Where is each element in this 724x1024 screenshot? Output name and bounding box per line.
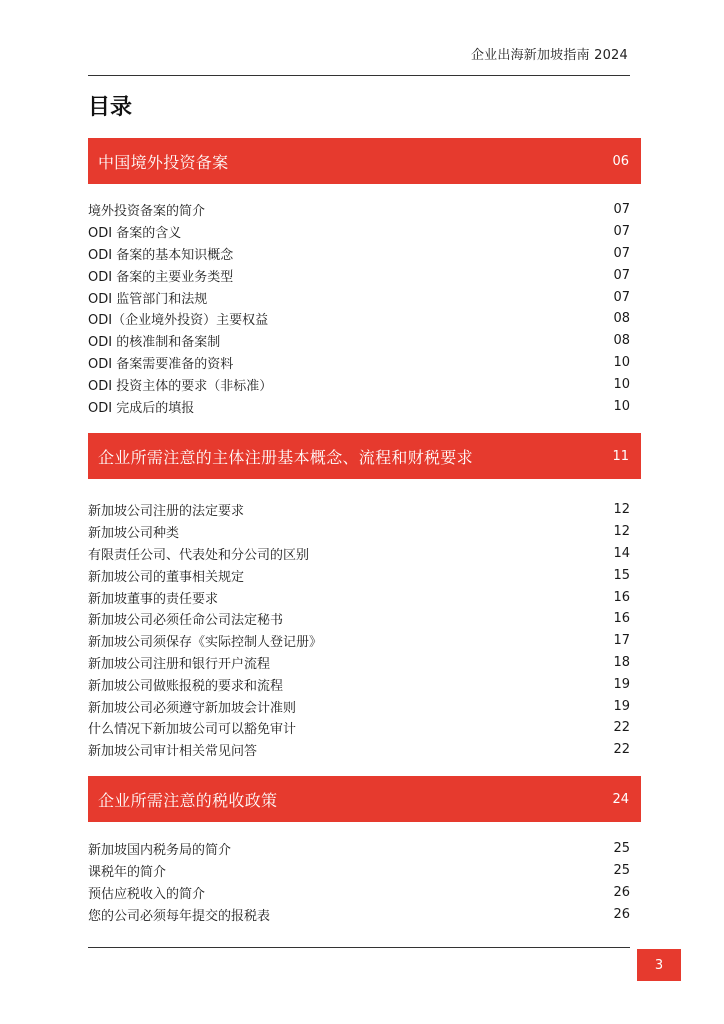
section-page-number: 11 — [612, 448, 629, 464]
toc-entry-label: 新加坡公司审计相关常见问答 — [88, 744, 258, 760]
toc-entry[interactable] — [88, 838, 630, 860]
toc-entry[interactable] — [88, 860, 630, 882]
toc-entry[interactable] — [88, 330, 630, 352]
toc-entry-label: ODI 备案需要准备的资料 — [88, 356, 234, 372]
toc-entry-label: ODI 的核准制和备案制 — [88, 335, 221, 351]
toc-entry-page: 26 — [613, 884, 630, 900]
toc-entry-page: 17 — [613, 633, 630, 649]
toc-entry-page: 18 — [613, 654, 630, 670]
toc-entry[interactable] — [88, 243, 630, 265]
toc-entry-label: ODI 备案的主要业务类型 — [88, 269, 234, 285]
toc-list-odi — [88, 199, 630, 417]
toc-entry[interactable] — [88, 695, 630, 717]
toc-entry-label: 新加坡公司注册和银行开户流程 — [88, 656, 271, 672]
toc-entry[interactable] — [88, 199, 630, 221]
toc-entry-label: 有限责任公司、代表处和分公司的区别 — [88, 547, 310, 563]
toc-entry-label: 新加坡国内税务局的简介 — [88, 843, 232, 859]
toc-entry-page: 15 — [613, 567, 630, 583]
toc-entry-page: 16 — [613, 611, 630, 627]
section-page-number: 24 — [612, 791, 629, 807]
toc-entry-label: 新加坡公司必须遵守新加坡会计准则 — [88, 700, 297, 716]
toc-entry-page: 10 — [613, 354, 630, 370]
toc-entry-page: 19 — [613, 676, 630, 692]
toc-entry[interactable] — [88, 630, 630, 652]
toc-entry-page: 07 — [613, 245, 630, 261]
toc-entry-page: 10 — [613, 376, 630, 392]
toc-entry-label: 新加坡公司种类 — [88, 526, 180, 542]
section-title: 企业所需注意的税收政策 — [98, 790, 278, 810]
toc-entry-page: 25 — [613, 863, 630, 879]
toc-entry-label: 课税年的简介 — [88, 865, 167, 881]
toc-entry[interactable] — [88, 564, 630, 586]
toc-entry-label: 新加坡公司须保存《实际控制人登记册》 — [88, 635, 323, 651]
toc-entry[interactable] — [88, 308, 630, 330]
toc-entry-label: 境外投资备案的简介 — [88, 204, 206, 220]
toc-entry-page: 12 — [613, 524, 630, 540]
toc-entry-page: 14 — [613, 545, 630, 561]
toc-list-registration — [88, 499, 630, 761]
toc-entry[interactable] — [88, 286, 630, 308]
toc-entry-label: ODI 监管部门和法规 — [88, 291, 208, 307]
toc-entry-page: 22 — [613, 742, 630, 758]
toc-entry[interactable] — [88, 673, 630, 695]
toc-entry[interactable] — [88, 521, 630, 543]
footer-divider — [88, 947, 630, 948]
toc-entry[interactable] — [88, 882, 630, 904]
section-header-tax-policy[interactable] — [88, 776, 641, 822]
toc-entry-page: 08 — [613, 311, 630, 327]
section-header-odi[interactable] — [88, 138, 641, 184]
toc-entry[interactable] — [88, 373, 630, 395]
toc-entry-label: ODI 备案的含义 — [88, 226, 182, 242]
toc-entry-page: 07 — [613, 289, 630, 305]
page-number-badge: 3 — [637, 949, 681, 981]
toc-entry-label: 什么情况下新加坡公司可以豁免审计 — [88, 722, 297, 738]
section-title: 中国境外投资备案 — [98, 152, 229, 172]
toc-entry-label: 新加坡公司做账报税的要求和流程 — [88, 678, 284, 694]
toc-entry[interactable] — [88, 739, 630, 761]
toc-entry[interactable] — [88, 608, 630, 630]
toc-entry-label: 您的公司必须每年提交的报税表 — [88, 908, 271, 924]
toc-entry-label: 新加坡董事的责任要求 — [88, 591, 219, 607]
toc-entry-label: 新加坡公司注册的法定要求 — [88, 504, 245, 520]
toc-entry-page: 19 — [613, 698, 630, 714]
toc-entry-label: 预估应税收入的简介 — [88, 886, 206, 902]
toc-entry[interactable] — [88, 499, 630, 521]
toc-heading: 目录 — [88, 95, 133, 120]
toc-entry-page: 16 — [613, 589, 630, 605]
toc-entry-label: ODI 备案的基本知识概念 — [88, 247, 234, 263]
toc-entry-page: 07 — [613, 267, 630, 283]
document-header-title: 企业出海新加坡指南 2024 — [470, 48, 628, 63]
toc-entry-label: 新加坡公司的董事相关规定 — [88, 569, 245, 585]
toc-entry[interactable] — [88, 652, 630, 674]
toc-entry-label: ODI（企业境外投资）主要权益 — [88, 313, 269, 329]
toc-entry[interactable] — [88, 717, 630, 739]
toc-entry[interactable] — [88, 586, 630, 608]
toc-entry[interactable] — [88, 264, 630, 286]
toc-entry-page: 08 — [613, 333, 630, 349]
toc-entry-page: 22 — [613, 720, 630, 736]
header-divider — [88, 75, 630, 76]
toc-entry[interactable] — [88, 395, 630, 417]
toc-entry-page: 26 — [613, 906, 630, 922]
section-title: 企业所需注意的主体注册基本概念、流程和财税要求 — [98, 447, 473, 467]
toc-entry[interactable] — [88, 903, 630, 925]
toc-entry-page: 12 — [613, 502, 630, 518]
toc-entry[interactable] — [88, 221, 630, 243]
section-header-registration[interactable] — [88, 433, 641, 479]
section-page-number: 06 — [612, 153, 629, 169]
toc-entry-label: ODI 投资主体的要求（非标准） — [88, 378, 273, 394]
toc-entry[interactable] — [88, 543, 630, 565]
toc-entry-label: 新加坡公司必须任命公司法定秘书 — [88, 613, 284, 629]
toc-entry-page: 25 — [613, 841, 630, 857]
toc-entry-page: 07 — [613, 224, 630, 240]
toc-entry-page: 07 — [613, 202, 630, 218]
toc-list-tax-policy — [88, 838, 630, 925]
toc-entry-label: ODI 完成后的填报 — [88, 400, 195, 416]
toc-entry[interactable] — [88, 352, 630, 374]
toc-entry-page: 10 — [613, 398, 630, 414]
